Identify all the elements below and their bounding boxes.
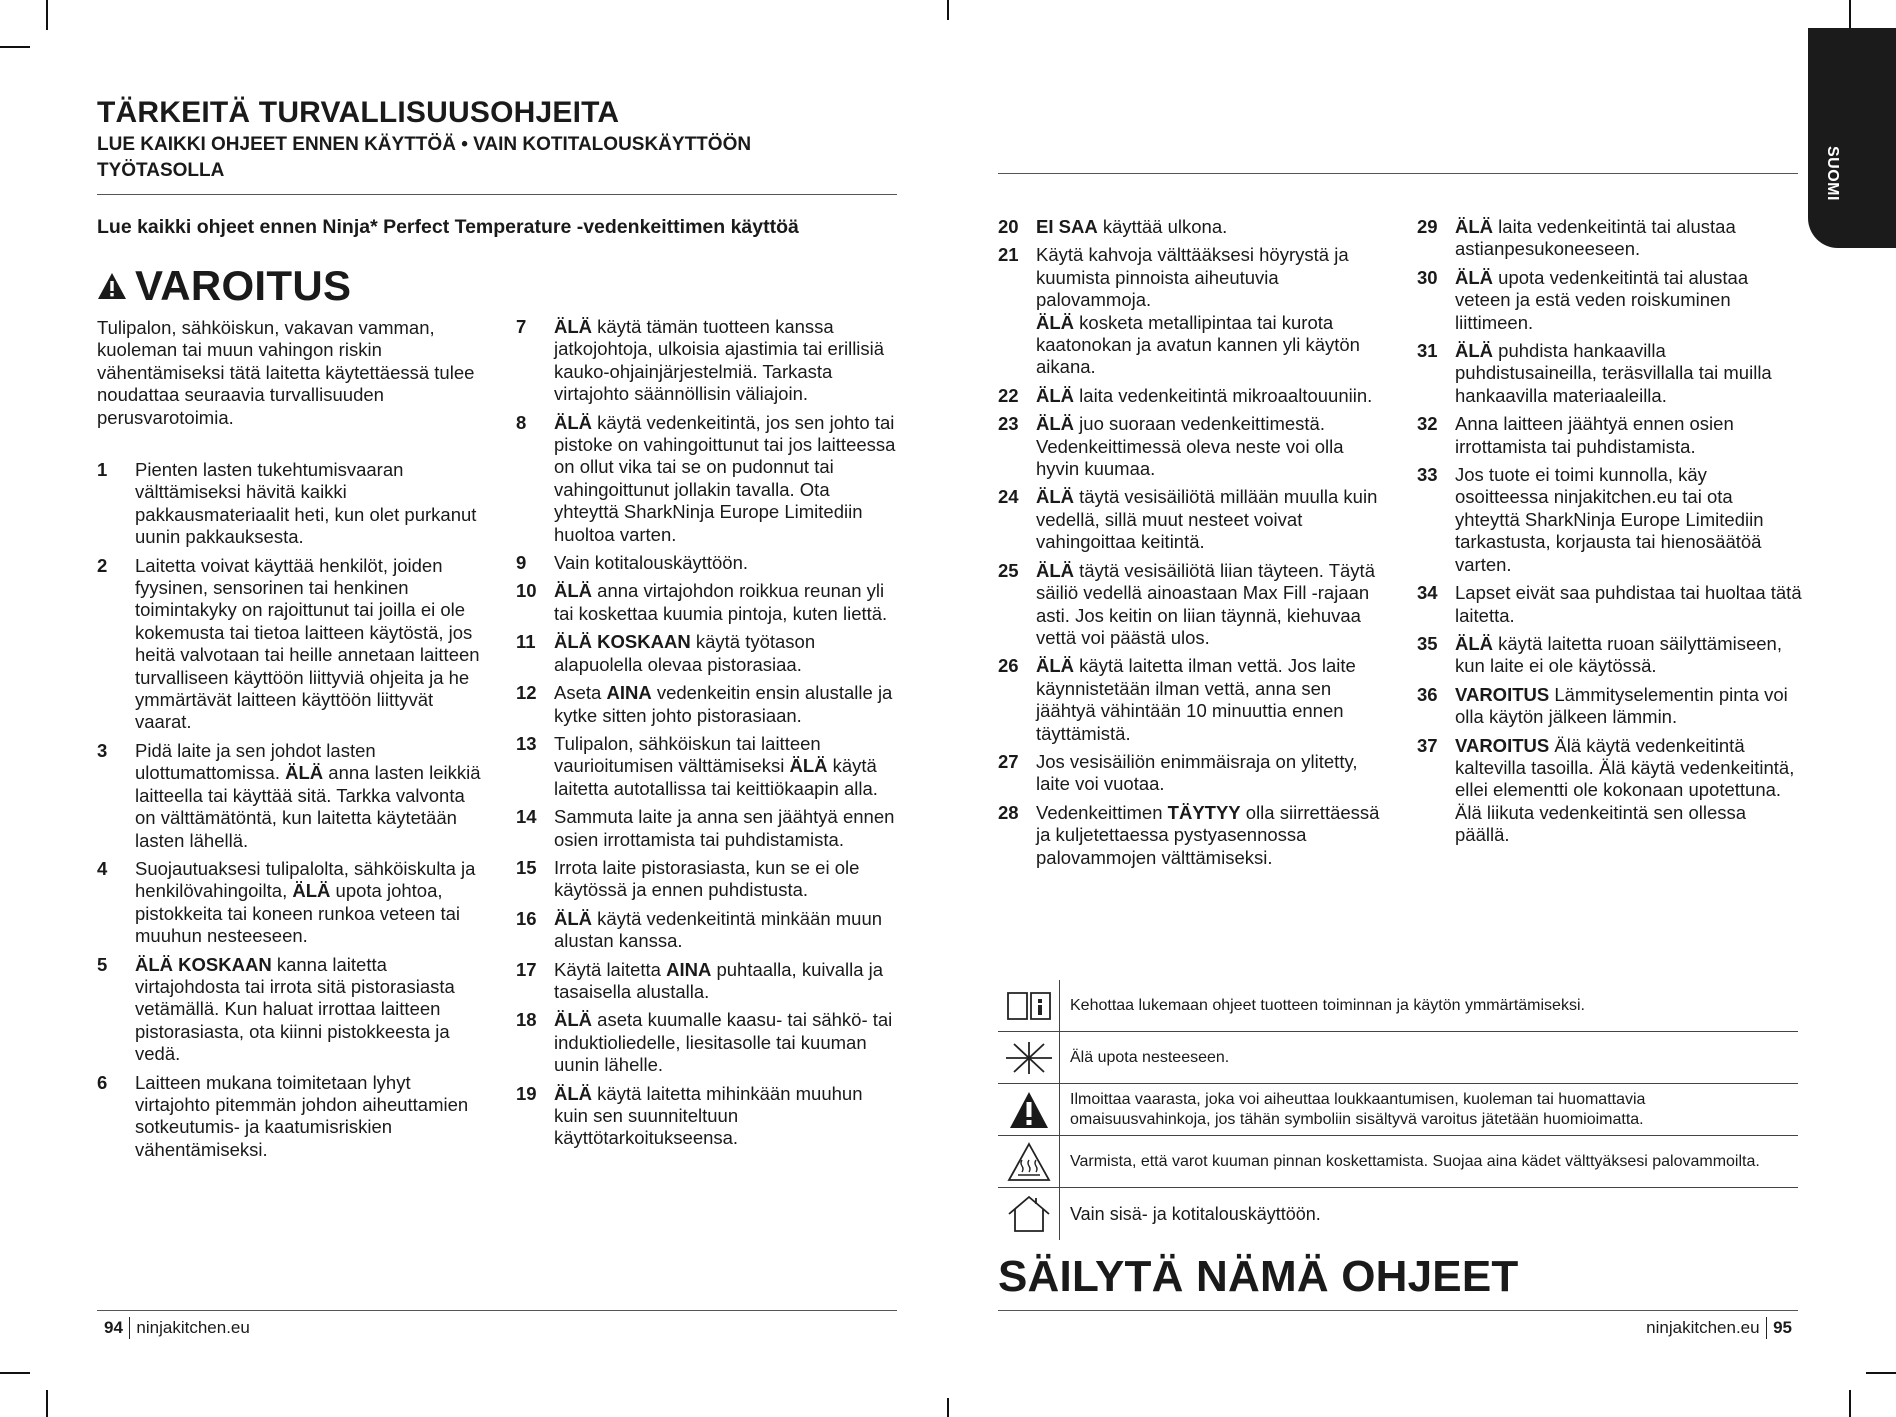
item-emphasis: ÄLÄ <box>1455 266 1494 288</box>
item-emphasis: ÄLÄ <box>1036 655 1075 677</box>
list-item <box>516 552 896 574</box>
item-text-part: puhdista hankaavilla puhdistusaineilla, teräsvillalla tai muilla hankaavilla materiaaleilla. <box>1455 340 1772 406</box>
item-emphasis: VAROITUS <box>1455 683 1550 705</box>
instructions-column-4 <box>1417 216 1802 853</box>
list-item <box>1417 582 1802 627</box>
symbol-description: Varmista, että varot kuuman pinnan koskettamista. Suojaa aina kädet välttyäksesi palovammoilta. <box>1070 1152 1760 1170</box>
item-text <box>554 959 896 1004</box>
footer-right <box>1646 1317 1792 1339</box>
list-item <box>516 631 896 676</box>
symbol-row <box>998 1032 1798 1084</box>
item-text-part: kosketa metallipintaa tai kurota kaatonokan ja avatun kannen yli käytön aikana. <box>1036 311 1360 378</box>
item-text <box>554 631 896 676</box>
item-text <box>554 1083 896 1150</box>
item-text: Pienten lasten tukehtumisvaaran välttämiseksi hävitä kaikki pakkausmateriaalit heti, kun olet purkanut uunin pakkauksesta. <box>135 459 477 548</box>
page-title: TÄRKEITÄ TURVALLISUUSOHJEITA <box>97 96 620 129</box>
item-number: 37 <box>1417 734 1438 756</box>
item-text-part: vedenkeitin ensin alustalle ja kytke sitten johto pistorasiaan. <box>554 682 893 726</box>
item-emphasis: ÄLÄ <box>1455 340 1494 362</box>
list-item <box>516 857 896 902</box>
item-emphasis: TÄYTYY <box>1167 801 1241 823</box>
item-emphasis: ÄLÄ KOSKAAN <box>554 631 691 653</box>
item-emphasis: ÄLÄ <box>1036 384 1075 406</box>
list-item <box>998 486 1383 553</box>
item-text-part: upota vedenkeitintä tai alustaa veteen ja estä veden roiskuminen liittimeen. <box>1455 266 1749 333</box>
list-item <box>1417 216 1802 261</box>
item-text-part: anna virtajohdon roikkua reunan yli tai koskettaa kuumia pintoja, kuten liettä. <box>554 580 888 624</box>
symbol-cell <box>998 1032 1060 1083</box>
item-text: Jos tuote ei toimi kunnolla, käy osoitteessa ninjakitchen.eu tai ota yhteyttä SharkNinja Europe Limitediin tarkastusta, korjausta tai hienosäätöä varten. <box>1455 464 1764 575</box>
item-number: 35 <box>1417 632 1438 654</box>
item-emphasis: ÄLÄ <box>1036 413 1075 435</box>
list-item <box>998 244 1383 378</box>
item-text <box>1036 560 1383 650</box>
item-text: Vain kotitalouskäyttöön. <box>554 552 749 574</box>
item-number: 26 <box>998 655 1019 677</box>
list-item <box>97 740 482 852</box>
list-item <box>516 733 896 800</box>
warning-triangle-icon <box>97 272 127 300</box>
item-number: 2 <box>97 554 108 576</box>
item-number: 10 <box>516 580 537 602</box>
item-text <box>554 1009 896 1076</box>
footer-site-link[interactable]: ninjakitchen.eu <box>1646 1318 1760 1337</box>
item-emphasis: ÄLÄ <box>789 755 828 777</box>
item-emphasis: AINA <box>606 682 652 704</box>
list-item <box>998 802 1383 869</box>
item-text: Anna laitteen jäähtyä ennen osien irrottamista tai puhdistamista. <box>1455 413 1734 457</box>
list-item <box>516 412 896 546</box>
item-text-part: Lämmityselementin pinta voi olla käytön jälkeen lämmin. <box>1455 683 1788 728</box>
item-text-part: juo suoraan vedenkeittimestä. Vedenkeittimessä oleva neste voi olla hyvin kuumaa. <box>1036 413 1344 480</box>
item-text <box>1036 655 1383 745</box>
item-number: 19 <box>516 1082 537 1104</box>
lead-text: Lue kaikki ohjeet ennen Ninja* Perfect Temperature -vedenkeittimen käyttöä <box>97 216 799 238</box>
item-text <box>1036 413 1383 480</box>
item-number: 12 <box>516 682 537 704</box>
item-number: 23 <box>998 413 1019 435</box>
list-item <box>998 560 1383 650</box>
item-number: 22 <box>998 384 1019 406</box>
instructions-column-1 <box>97 459 482 1167</box>
symbol-row <box>998 1136 1798 1188</box>
header-divider <box>97 194 897 195</box>
item-text-part: aseta kuumalle kaasu- tai sähkö- tai induktioliedelle, liesitasolle tai kuuman uunin lähelle. <box>554 1009 893 1076</box>
item-text-part: täytä vesisäiliötä liian täyteen. Täytä säiliö vedellä ainoastaan Max Fill -rajaan asti. Jos keitin on liian täynnä, kiehuvaa vettä voi päästä ulos. <box>1036 559 1375 648</box>
language-tab-label: SUOMI <box>1824 146 1841 201</box>
item-text-part: Pidä laite ja sen johdot lasten ulottumattomissa. <box>135 739 376 784</box>
item-emphasis: ÄLÄ <box>285 762 324 784</box>
item-number: 14 <box>516 806 537 828</box>
crop-mark <box>1866 1372 1896 1374</box>
item-emphasis: ÄLÄ <box>554 411 593 433</box>
crop-mark <box>46 1390 48 1417</box>
list-item <box>1417 633 1802 678</box>
item-emphasis: ÄLÄ <box>1036 311 1075 333</box>
item-text-part: käytä laitetta ilman vettä. Jos laite käynnistetään ilman vettä, anna sen jäähtyä vähintään 10 minuuttia ennen täyttämistä. <box>1036 655 1356 744</box>
item-emphasis: ÄLÄ <box>1455 216 1494 237</box>
item-number: 11 <box>516 631 536 653</box>
save-instructions-heading: SÄILYTÄ NÄMÄ OHJEET <box>998 1252 1519 1301</box>
list-item <box>998 413 1383 480</box>
list-item <box>1417 684 1802 729</box>
item-text <box>1455 216 1802 261</box>
symbol-description: Vain sisä- ja kotitalouskäyttöön. <box>1070 1204 1321 1224</box>
do-not-immerse-icon <box>1004 1038 1054 1078</box>
symbol-description: Älä upota nesteeseen. <box>1070 1048 1230 1066</box>
item-number: 25 <box>998 559 1019 581</box>
item-text: Lapset eivät saa puhdistaa tai huoltaa tätä laitetta. <box>1455 582 1802 626</box>
list-item <box>1417 340 1802 407</box>
crop-mark <box>1849 0 1851 30</box>
item-text-part: Aseta <box>554 682 607 704</box>
item-emphasis: ÄLÄ <box>554 316 593 337</box>
item-number: 36 <box>1417 683 1438 705</box>
item-emphasis: ÄLÄ <box>1455 632 1494 654</box>
item-text-part: Tulipalon, sähköiskun tai laitteen vaurioitumisen välttämiseksi <box>554 732 821 777</box>
item-text <box>554 908 896 953</box>
item-text-part: anna lasten leikkiä laitteella tai käyttää sitä. Tarkka valvonta on välttämätöntä, kun laitetta käytetään lasten lähellä. <box>135 762 481 851</box>
item-text <box>1036 486 1383 553</box>
item-text-part: Suojautuaksesi tulipalolta, sähköiskulta ja henkilövahingoilta, <box>135 857 476 902</box>
item-emphasis: ÄLÄ <box>1036 559 1075 581</box>
footer-site-link[interactable]: ninjakitchen.eu <box>136 1318 250 1337</box>
item-number: 32 <box>1417 413 1438 435</box>
list-item <box>97 954 482 1066</box>
item-text-part: Vedenkeittimen <box>1036 801 1168 823</box>
item-number: 27 <box>998 750 1019 772</box>
item-emphasis: ÄLÄ KOSKAAN <box>135 953 272 975</box>
item-text <box>554 412 896 546</box>
list-item <box>516 1083 896 1150</box>
item-text <box>554 580 896 625</box>
item-number: 31 <box>1417 340 1438 362</box>
list-item <box>516 580 896 625</box>
item-text-part: käytä työtason alapuolella olevaa pistorasiaa. <box>554 631 816 675</box>
list-item <box>1417 267 1802 334</box>
item-text <box>1455 684 1802 729</box>
item-text-part: käytä vedenkeitintä, jos sen johto tai pistoke on vahingoittunut tai jos laitteessa on ollut vika tai se on pudonnut tai vahingoittunut jollakin tavalla. Ota yhteyttä SharkNinja Europe Limitediin huoltoa varten. <box>554 411 896 545</box>
item-text-part: upota johtoa, pistokkeita tai koneen runkoa veteen tai muuhun nesteeseen. <box>135 880 460 947</box>
item-text-part: käytä laitetta autotallissa tai keittiökaapin alla. <box>554 755 878 799</box>
item-text-part: kanna laitetta virtajohdosta tai irrota sitä pistorasiasta vetämällä. Kun haluat irrottaa laitteen pistorasiasta, ota kiinni pistokkeesta ja vedä. <box>135 953 455 1065</box>
item-text: Laitetta voivat käyttää henkilöt, joiden fyysinen, sensorinen tai henkinen toimintakyky on rajoittunut tai joilla ei ole kokemusta tai tietoa laitteen käytöstä, jos heitä valvotaan tai heille annetaan laitteen turvalliseen käyttöön liittyviä ohjeita ja he ymmärtävät laitteen käyttöön liittyvät vaarat. <box>135 554 480 733</box>
item-text <box>135 740 482 852</box>
item-text-part: Käytä laitetta <box>554 958 667 980</box>
item-number: 7 <box>516 316 527 337</box>
item-text-part: käytä laitetta mihinkään muuhun kuin sen suunniteltuun käyttötarkoitukseensa. <box>554 1082 863 1149</box>
list-item <box>998 385 1383 407</box>
item-emphasis: ÄLÄ <box>292 880 331 902</box>
item-text <box>1455 267 1802 334</box>
item-number: 6 <box>97 1071 108 1093</box>
item-emphasis: AINA <box>666 958 712 980</box>
item-text-part: käytä tämän tuotteen kanssa jatkojohtoja, ulkoisia ajastimia tai erillisiä kauko-ohjainjärjestelmiä. Tarkasta virtajohto säännöllisin väliajoin. <box>554 316 885 405</box>
item-number: 34 <box>1417 582 1438 604</box>
crop-mark <box>0 46 30 48</box>
subtitle-line-2: TYÖTASOLLA <box>97 160 225 181</box>
page-number: 94 <box>104 1318 123 1337</box>
item-text-part: täytä vesisäiliötä millään muulla kuin vedellä, sillä muut nesteet voivat vahingoittaa keitintä. <box>1036 486 1378 553</box>
item-number: 1 <box>97 459 108 480</box>
item-number: 33 <box>1417 464 1438 486</box>
list-item <box>516 1009 896 1076</box>
item-emphasis: ÄLÄ <box>554 1009 593 1031</box>
item-text-part: puhtaalla, kuivalla ja tasaisella alustalla. <box>554 958 884 1002</box>
item-number: 3 <box>97 739 108 761</box>
footer-divider-right <box>998 1310 1798 1311</box>
warning-intro: Tulipalon, sähköiskun, vakavan vamman, kuoleman tai muun vahingon riskin vähentämiseksi tätä laitetta käytettäessä tulee noudattaa seuraavia turvallisuuden perusvarotoimia. <box>97 317 475 428</box>
list-item <box>1417 735 1802 847</box>
list-item <box>516 959 896 1004</box>
subtitle-line-1: LUE KAIKKI OHJEET ENNEN KÄYTTÖÄ • VAIN KOTITALOUSKÄYTTÖÖN <box>97 134 752 155</box>
list-item <box>1417 464 1802 576</box>
page-subtitle <box>97 132 897 184</box>
item-number: 17 <box>516 958 537 980</box>
symbol-cell <box>998 1084 1060 1135</box>
crop-mark <box>1849 1390 1851 1417</box>
symbol-row <box>998 980 1798 1032</box>
list-item <box>516 908 896 953</box>
crop-mark <box>947 1398 949 1417</box>
list-item <box>97 555 482 734</box>
item-number: 30 <box>1417 266 1438 288</box>
instructions-column-2 <box>516 316 896 1156</box>
symbol-cell <box>998 980 1060 1031</box>
page-number: 95 <box>1773 1318 1792 1337</box>
item-text <box>135 858 482 948</box>
warning-triangle-icon <box>1009 1091 1049 1129</box>
footer-divider-left <box>97 1310 897 1311</box>
item-number: 29 <box>1417 216 1438 237</box>
hot-surface-icon <box>1007 1142 1051 1182</box>
item-text <box>135 954 482 1066</box>
crop-mark <box>46 0 48 30</box>
list-item <box>97 858 482 948</box>
item-emphasis: EI SAA <box>1036 216 1098 237</box>
item-number: 21 <box>998 244 1019 266</box>
language-tab <box>1808 28 1896 248</box>
item-text <box>1455 735 1802 847</box>
item-text-part: olla siirrettäessä ja kuljetettaessa pystyasennossa palovammojen välttämiseksi. <box>1036 801 1380 868</box>
item-number: 4 <box>97 857 108 879</box>
symbol-description: Ilmoittaa vaarasta, joka voi aiheuttaa loukkaantumisen, kuoleman tai huomattavia omaisuusvahinkoja, jos tähän symboliin sisältyvä varoitus jätetään huomioimatta. <box>1070 1090 1646 1128</box>
item-text <box>1036 244 1383 378</box>
symbol-cell <box>998 1136 1060 1187</box>
symbol-description: Kehottaa lukemaan ohjeet tuotteen toiminnan ja käytön ymmärtämiseksi. <box>1070 996 1585 1014</box>
list-item <box>97 1072 482 1162</box>
list-item <box>998 216 1383 238</box>
item-emphasis: ÄLÄ <box>554 1082 593 1104</box>
item-emphasis: VAROITUS <box>1455 734 1550 756</box>
item-number: 20 <box>998 216 1019 237</box>
item-number: 16 <box>516 907 537 929</box>
symbol-row <box>998 1084 1798 1136</box>
item-text: Laitteen mukana toimitetaan lyhyt virtajohto pitemmän johdon aiheuttamien sotkeutumis- ja kaatumisriskien vähentämiseksi. <box>135 1071 469 1160</box>
item-number: 5 <box>97 953 108 975</box>
list-item <box>97 459 482 549</box>
symbol-row <box>998 1188 1798 1240</box>
warning-title: VAROITUS <box>135 262 352 309</box>
item-text-part: käytä laitetta ruoan säilyttämiseen, kun laite ei ole käytössä. <box>1455 632 1782 677</box>
item-text <box>1036 802 1383 869</box>
symbol-cell <box>998 1188 1060 1240</box>
house-icon <box>1006 1194 1052 1234</box>
item-text <box>554 733 896 800</box>
item-emphasis: ÄLÄ <box>554 580 593 602</box>
list-item <box>1417 413 1802 458</box>
list-item <box>998 655 1383 745</box>
item-text-part: käytä vedenkeitintä minkään muun alustan kanssa. <box>554 907 883 952</box>
item-text <box>1455 633 1802 678</box>
item-text-part: Älä käytä vedenkeitintä kaltevilla tasoilla. Älä käytä vedenkeitintä, ellei elementti ole kokonaan upotettuna. Älä liikuta vedenkeitintä sen ollessa päällä. <box>1455 734 1795 846</box>
list-item <box>998 751 1383 796</box>
item-text: Sammuta laite ja anna sen jäähtyä ennen osien irrottamista tai puhdistamista. <box>554 806 895 850</box>
footer-separator <box>129 1317 131 1339</box>
item-number: 13 <box>516 732 537 754</box>
item-number: 18 <box>516 1009 537 1031</box>
item-text: Irrota laite pistorasiasta, kun se ei ole käytössä ja ennen puhdistusta. <box>554 856 860 901</box>
list-item <box>516 806 896 851</box>
item-text-part: laita vedenkeitintä tai alustaa astianpesukoneeseen. <box>1455 216 1736 260</box>
item-text <box>1455 340 1802 407</box>
item-number: 9 <box>516 552 527 574</box>
item-text <box>554 682 896 727</box>
item-number: 8 <box>516 411 527 433</box>
warning-heading <box>97 262 351 310</box>
item-emphasis: ÄLÄ <box>554 907 593 929</box>
instructions-column-3 <box>998 216 1383 875</box>
header-divider-right <box>998 173 1798 174</box>
item-emphasis: ÄLÄ <box>1036 486 1075 508</box>
item-text <box>1036 385 1383 407</box>
list-item <box>516 682 896 727</box>
crop-mark <box>0 1372 30 1374</box>
item-text-part: Käytä kahvoja välttääksesi höyrystä ja kuumista pinnoista aiheutuvia palovammoja. <box>1036 244 1349 311</box>
item-text-part: käyttää ulkona. <box>1097 216 1228 237</box>
item-number: 24 <box>998 486 1019 508</box>
symbol-legend <box>998 980 1798 1240</box>
manual-info-icon <box>1005 989 1053 1023</box>
item-number: 28 <box>998 801 1019 823</box>
item-text: Jos vesisäiliön enimmäisraja on ylitetty, laite voi vuotaa. <box>1036 750 1358 795</box>
item-text <box>1036 216 1383 238</box>
item-text-part: laita vedenkeitintä mikroaaltouuniin. <box>1074 384 1373 406</box>
item-text <box>554 316 896 406</box>
footer-left <box>104 1317 250 1339</box>
footer-separator <box>1766 1317 1768 1339</box>
item-number: 15 <box>516 856 537 878</box>
list-item <box>516 316 896 406</box>
crop-mark <box>947 0 949 20</box>
